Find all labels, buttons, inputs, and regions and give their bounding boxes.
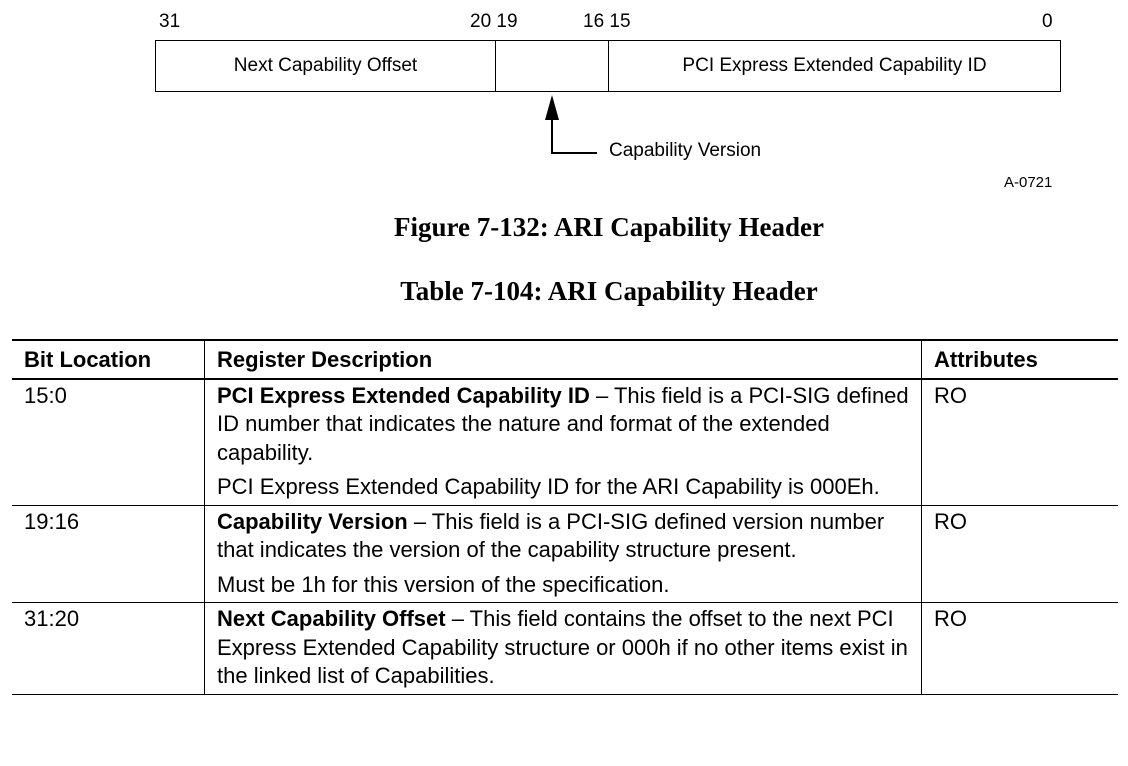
callout-arrow	[0, 0, 1128, 200]
header-register-description: Register Description	[205, 340, 922, 379]
cell-bit-location: 31:20	[24, 606, 80, 631]
field-extended-capability-id: PCI Express Extended Capability ID	[682, 55, 987, 76]
table-row	[12, 379, 1118, 506]
field-description: – This field is a PCI-SIG defined ID number that indicates the nature and format of the extended capability.	[217, 382, 909, 465]
cell-attributes: RO	[934, 382, 967, 408]
field-next-capability-offset: Next Capability Offset	[156, 41, 496, 91]
callout-line	[552, 118, 597, 153]
header-attributes: Attributes	[934, 347, 1038, 372]
cell-attributes: RO	[934, 508, 967, 534]
field-note: Must be 1h for this version of the specification.	[217, 571, 670, 597]
cell-register-description	[205, 505, 922, 603]
field-description: – This field is a PCI-SIG defined version number that indicates the version of the capability structure present.	[217, 508, 885, 562]
field-description: – This field contains the offset to the next PCI Express Extended Capability structure or 000h if no other items exist in the linked list of Capabilities.	[217, 606, 908, 688]
cell-attributes: RO	[934, 606, 967, 631]
bit-label-20-19: 20 19	[470, 11, 518, 32]
table-header-row	[12, 340, 1118, 379]
cell-bit-location: 15:0	[24, 382, 67, 408]
callout-capability-version: Capability Version	[609, 140, 762, 161]
table-row	[12, 505, 1118, 603]
bit-label-16-15: 16 15	[583, 11, 631, 32]
header-bit-location: Bit Location	[24, 347, 152, 372]
field-name: Next Capability Offset	[217, 606, 446, 631]
bit-label-31: 31	[159, 11, 181, 32]
arrowhead-icon	[545, 95, 559, 120]
register-table	[12, 339, 1118, 695]
cell-bit-location: 19:16	[24, 508, 80, 534]
field-note: PCI Express Extended Capability ID for the ARI Capability is 000Eh.	[217, 474, 880, 499]
cell-register-description	[205, 379, 922, 506]
bit-label-0: 0	[1042, 11, 1053, 32]
table-caption: Table 7-104: ARI Capability Header	[400, 276, 818, 306]
figure-code: A-0721	[1004, 174, 1053, 191]
field-name: PCI Express Extended Capability ID	[217, 382, 590, 408]
figure-caption: Figure 7-132: ARI Capability Header	[394, 212, 824, 242]
cell-register-description	[205, 603, 922, 695]
table-row	[12, 603, 1118, 695]
field-name: Capability Version	[217, 508, 408, 534]
